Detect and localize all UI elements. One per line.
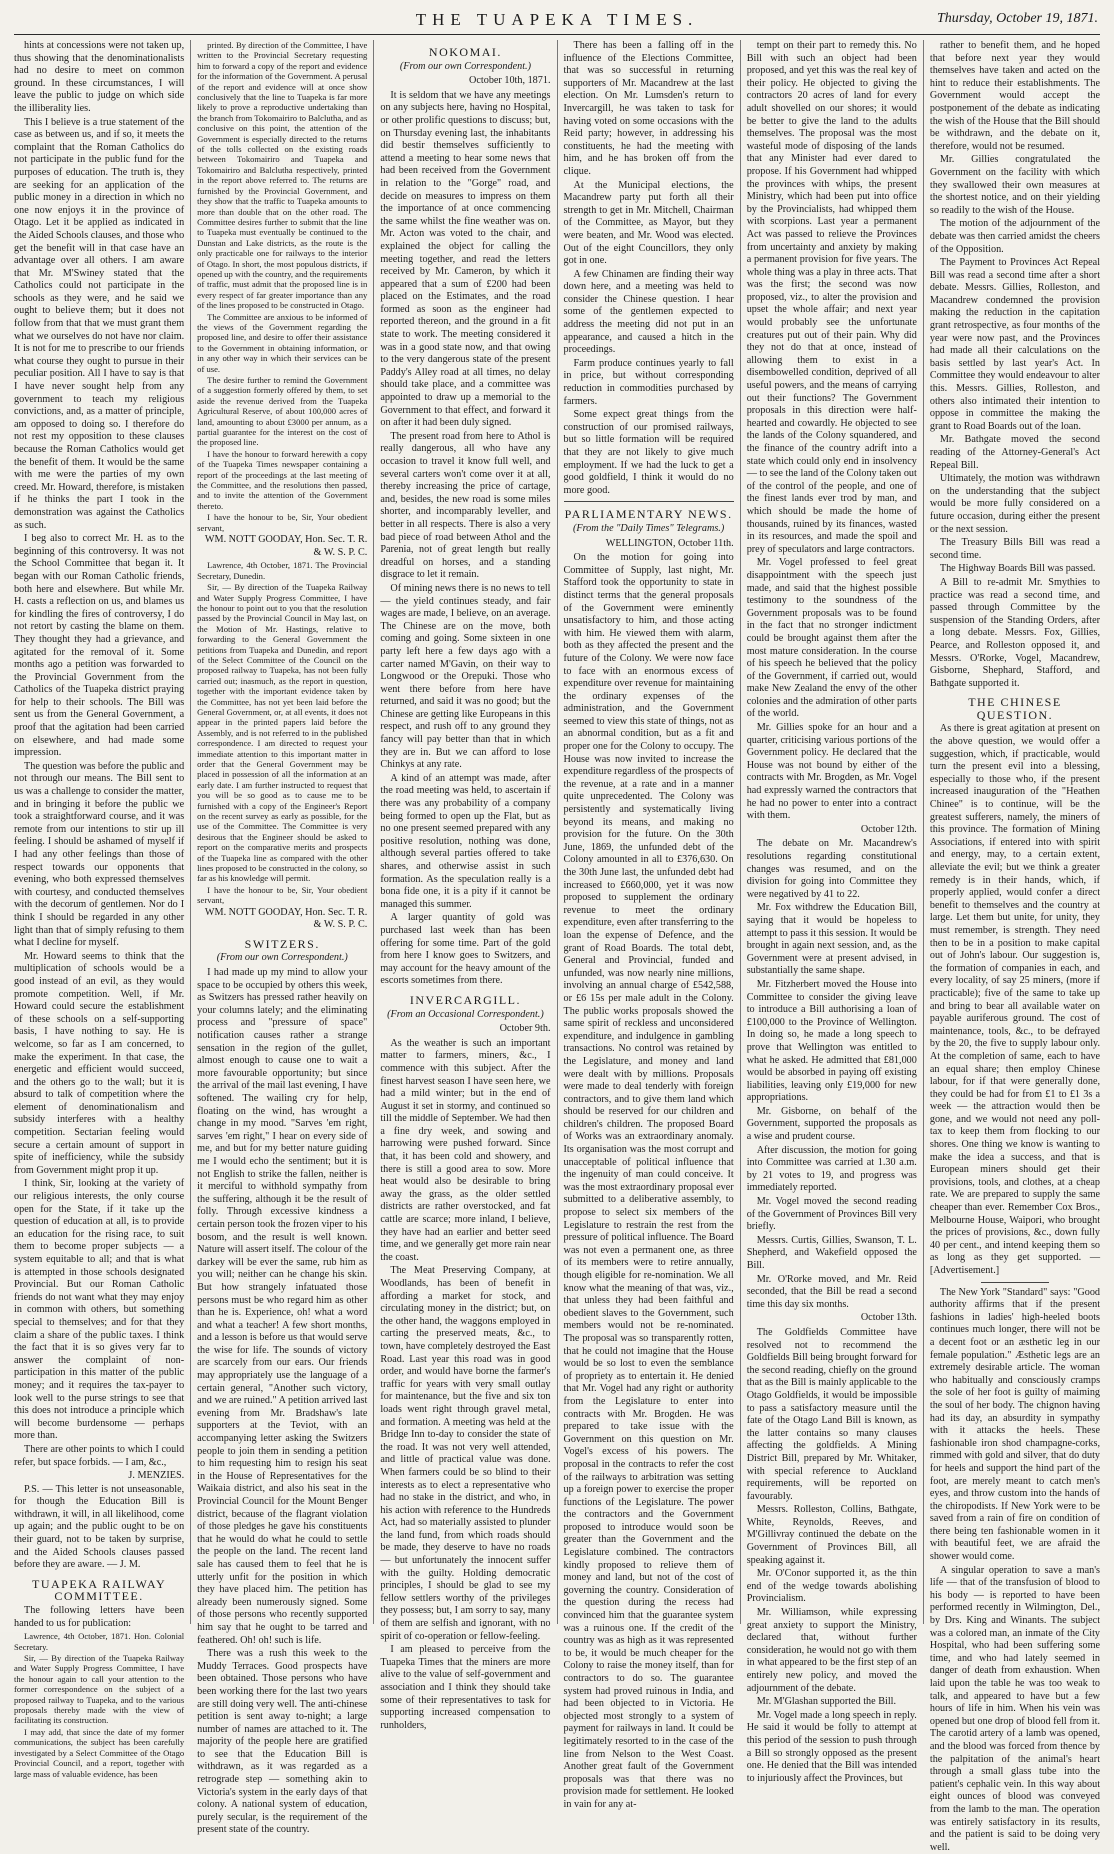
section-heading: INVERCARGILL. (409, 992, 522, 1007)
paragraph: The Meat Preserving Company, at Woodlands, has been of benefit in affording a market for stock, and circulating money in the district; but, on the other hand, the waggons employed in carting the preserved meats, &c., to town, have completely destroyed the East Road. Last year this road was in good order, and would have borne the farmer's traffic for years with very small outlay for maintenance, but the five and six ton loads went right through gravel metal, and formation. A meeting was held at the Bridge Inn to-day to consider the state of the road. It was not very well attended, and little of practical value was done. When farmers could be so blind to their interests as to elect a representative who had no stake in the district, and who, in his action with reference to the Hundreds Act, had so materially assisted to plunder the land fund, from which roads should be made, they deserve to have no roads — but unfortunately the innocent suffer with the guilty. Holding democratic principles, I should be glad to see my fellow settlers worthy of the privileges they possess; but, I am sorry to say, many of them are selfish and ignorant, with no spirit of co-operation or fellow-feeling. (380, 1265, 551, 1642)
section-heading: PARLIAMENTARY NEWS. (564, 507, 733, 522)
paragraph: Mr. M'Glashan supported the Bill. (756, 1696, 897, 1708)
letter-paragraph: Sir, — By direction of the Tuapeka Railway and Water Supply Progress Committee, I have the honour again to call your attention to the former correspondence on the subject of a proposed railway to Tuapeka, and to the various proposals thereby made with the view of facilitating its construction. (14, 1653, 185, 1726)
correspondent-note: (From the "Daily Times" Telegrams.) (572, 522, 725, 534)
paragraph: rather to benefit them, and he hoped that before next year they would themselves have taken and acted on the hint to reduce their establishments. The Government would accept the postponement of the debate as indicating the wish of the House that the Bill should be withdrawn, and the debate on it, therefore, would not be resumed. (929, 40, 1101, 152)
paragraph: I had made up my mind to allow your space to be occupied by others this week, as Switzers has pressed rather heavily on your columns lately; and the eliminating process and "pressure of space" notification causes rather a strange sensation in the region of the gullet, almost enough to cause one to wait a more favourable opportunity; but since the arrival of the mail last evening, I have softened. The wailing cry for help, floating on the wind, has wrought a change in my mood. "Sarves 'em right, sarves 'em right," I hear on every side of me, and but for my better nature guiding me I would echo the sentiment; but it is not English to strike the fallen, neither is it merciful to withhold sympathy from the suffering, although it be the result of folly. Through excessive kindness a certain person took the frozen viper to his bosom, and the result is well known. Nature will assert itself. The colour of the darkey will be ever the same, rub him as you will; neither can he change his skin. But how strangely infatuated those persons must be who regard him as other than he is. Experience, oh! what a word and what a teacher! A few short months, and a lesson is before us that would serve the wise for life. The sounds of victory are scarcely from our ears. Our friends may appropriately use the language of a certain general, "Another such victory, and we are ruined." A petition arrived last evening from Mr. Bradshaw's late supporters at the Teviot, with an accompanying letter asking the Switzers people to join them in sending a petition to him requesting him to resign his seat in the House of Representatives for the Waikaia district, and also his seat in the Provincial Council for the Mount Benger district, because of the flagrant violation of those pledges he gave his constituents that he would do what he could to settle the people on the land. The recent land sale has caused them to feel that he is utterly unfit for the position in which they have placed him. The petition has already been numerously signed. Some of those persons who recently supported him say that he ought to be tarred and feathered. Oh! oh! such is life. (197, 967, 368, 1646)
paragraph: A singular operation to save a man's life — that of the transfusion of blood to his body — is reported to have been performed recently in Wilmington, Del., by Drs. King and Winants. The subject was a colored man, an inmate of the City Hospital, who had been suffering some time, and who had lately seemed in danger of death from exhaustion. When laid upon the table he was too weak to talk, and appeared to have but a few hours of life in him. When his vein was opened but one drop of blood fell from it. The carotid artery of a lamb was opened, and the blood was forced from thence by the palpitation of the animal's heart through a small glass tube into the patient's cephalic vein. In this way about eight ounces of blood was conveyed from the lamb to the man. The operation was entirely satisfactory in its results, and the patient is said to be doing very well. (929, 1564, 1101, 1853)
paragraph: On the motion for going into Committee of Supply, last night, Mr. Stafford took the opportunity to state in distinct terms that the general proposals of the Government were eminently unsatisfactory to him, and those acting with him. He viewed them with alarm, both as they affected the present and the future of the Colony. We were now face to face with an enormous excess of expenditure over revenue for maintaining the ordinary expenses of the administration, and the Government seemed to view this state of things, not as an abnormal condition, but as a fit and proper one for the Colony to occupy. The House was now invited to increase the expenditure regardless of the prospects of the revenue, at a rate and in a manner quite unprecedented. The Colony was persistently and systematically living beyond its means, and making no provision for the future. On the 30th June, 1869, the unfunded debt of the Colony amounted in all to £376,630. On the 30th June last, the unfunded debt had increased to £660,000, yet it was now proposed to supplement the ordinary revenue to meet the ordinary expenditure, even after transferring to the loan the expense of Defence, and the grant of Road Boards. The total debt, General and Provincial, funded and unfunded, was now nearly nine millions, involving an annual charge of £542,588, or £6 15s per male adult in the Colony. The public works proposals showed the same spirit of reckless and unconsidered expenditure, and indulgence in gambling transactions. No control was retained by the Legislature, and money and land were dealt with by millions. Proposals were made to deal tenderly with foreign contractors, and to give them land which should be reserved for our children and children's children. The proposed Board of Works was an extraordinary anomaly. Its organisation was the most corrupt and unacceptable of political influence that the ingenuity of man could conceive. It was the most extraordinary proposal ever submitted to a deliberative assembly, to propose to select six members of the Legislature to restrain the rest from the pressure of political influence. The Board was not even a permanent one, as three of its members were to retire annually, though eligible for re-nomination. We all know what the meaning of that was, viz., that unless they had been faithful and obedient slaves to the Government, such members would not be re-nominated. The proposal was so transparently rotten, that he could not imagine that the House would be so lost to even the semblance of propriety as to entertain it. He denied that Mr. Vogel had any right or authority from the Legislature to enter into contracts with Mr. Brogden. He was prepared to take issue with the Government on this question on Mr. Vogel's excess of his powers. The proposal in the contracts to refer the cost of the railways to arbitration was setting up a foreign power to exercise the proper functions of the Legislature. The power the contractors and the Government proposed to introduce would soon be greater than the Government and the Legislature combined. The contractors kindly proposed to relieve them of money and land, but not of the cost of governing the country. Consideration of the question during the recess had convinced him that the guarantee system was a ruinous one. If the credit of the country was as high as it was represented to be, it would be much cheaper for the Colony to raise the money itself, than for contractors to do so. The guarantee system had proved ruinous in India, and had been objected to in Victoria. He objected most strongly to a system of payment for railways in land. It could be legitimately resorted to in the case of the line from Nelson to the West Coast. Another great fault of the Government proposals was that there was no provision made for settlement. He looked in vain for any at- (563, 552, 734, 1810)
paragraph: The Goldfields Committee have resolved not to recommend the Goldfields Bill being brought forward for the second reading, chiefly on the ground that as the Bill is mainly applicable to the Otago Goldfields, it would be impossible to pass a satisfactory measure until the fate of the Otago Land Bill is known, as the latter contains so many clauses affecting the goldfields. A Mining District Bill, prepared by Mr. Whitaker, with special reference to Auckland requirements, will be reported on favourably. (746, 1326, 917, 1502)
dateline: October 10th, 1871. (469, 75, 551, 87)
letter-paragraph: I may add, that since the date of my former communications, the subject has been carefully investigated by a Select Committee of the Otago Provincial Council, and a report, together with large mass of valuable evidence, has been (14, 1726, 185, 1779)
section-heading: SWITZERS. (244, 936, 320, 951)
paragraph: The Payment to Provinces Act Repeal Bill was read a second time after a short debate. Messrs. Gillies, Rolleston, and Macandrew condemned the provision making the reduction in the capitation grant retrospective, as four months of the year were now past, and the Provinces had made all their calculations on the basis settled by last year's Act. In Committee they would endeavour to alter this. Messrs. Gillies, Rolleston, and others also intimated their intention to oppose in committee the making the grant to Road Boards out of the loan. (929, 257, 1101, 432)
letter-paragraph: printed. By direction of the Committee, I have written to the Provincial Secretary requesting him to forward a copy of the report and evidence for the information of the Government. A perusal of the report and evidence will at once show conclusively that the line to Tuapeka is far more likely to prove a reproductive undertaking than the branch from Tokomairiro to Balclutha, and as conclusive on this point, the attention of the Government is especially directed to the returns of the tolls collected on the existing roads between Tokomairiro and Tuapeka and Tokomairiro and Balclutha respectively, printed in the report above referred to. The returns are furnished by the Provincial Government, and they show that the traffic to Tuapeka amounts to more than double that on the other road. The Committee desires further to submit that the line to Tuapeka must eventually be continued to the Dunstan and Lake districts, as the route is the only practicable one for railways to the interior of Otago. In short, the most populous districts, if opened up with the country, and the requirements of traffic, must admit that the proposed line is in every respect of far greater importance than any of the lines proposed to be constructed in Otago. (197, 40, 368, 311)
paragraph: Mr. Gillies spoke for an hour and a quarter, criticising various portions of the Government policy. He declared that the House was not bound by either of the contracts with Mr. Brogden, as Mr. Vogel had expressly warned the contractors that he had no power to enter into a contract with them. (746, 722, 917, 822)
section-heading: TUAPEKA RAILWAY COMMITTEE. (32, 1576, 167, 1604)
paragraph: As there is great agitation at present on the above question, we would offer a suggestion, which, if practicable, would turn the present evil into a blessing, especially to those who, if the present increased inauguration of the "Heathen Chinee" is to continue, will be the greatest sufferers, namely, the miners of this province. The formation of Mining Associations, if entered into with spirit and energy, may, to a certain extent, alleviate the evil; but we think a greater remedy is in their hands, which, if properly applied, would confer a direct benefit to themselves and the country at large. Let them but unite, for unity, they must remember, is strength. They need then to be in a position to make capital out of John's labour. Our suggestion is, the formation of companies in each, and every locality, of say 25 miners, (more if practicable); five of the same to take up and bring to bear all available water on payable auriferous ground. The cost of maintenance, tools, &c., to be defrayed by the 20, the five to supply labour only. At the completion of same, each to have an equal share; then employ Chinese labour, for if that were generally done, they could be had for from £1 to £1 3s a week — the attraction would then be gone, and we would not need any poll-tax to keep them from flocking to our shores. One thing we know is wanting to make the idea a success, and that is European miners should get their provisions, tools, and clothes, at a cheap rate. We are prepared to supply the same cheaper than ever. Remember Cox Bros., Melbourne House, Waipori, who brought the prices of provisions, &c., down fully 40 per cent., and intend keeping them so as long as they get supported. — [Advertisement.] (929, 723, 1101, 1276)
paragraph: A larger quantity of gold was purchased last week than has been offering for some time. Part of the gold from here I know goes to Switzers, and may account for the heavy amount of the escorts sometimes from there. (380, 912, 551, 987)
paragraph: It is seldom that we have any meetings on any subjects here, having no Hospital, or other prolific questions to discuss; but, on Thursday evening last, the inhabitants did bestir themselves sufficiently to attend a meeting to hear some news that had been received from the Government in relation to the "Gorge" road, and decide on measures to impress on them the importance of at once commencing the same whilst the fine weather was on. Mr. Acton was voted to the chair, and explained the object for calling the meeting together, and read the letters received by Mr. Cameron, by which it appeared that a sum of £200 had been placed on the Estimates, and the road formed as soon as the engineer had reported thereon, and the ground in a fit state to work. The meeting considered it was in a good state now, and that owing to the very dangerous state of the present Paddy's Alley road at all times, no delay should take place, and a committee was appointed to draw up a memorial to the Government to that effect, and forward it on after it had been duly signed. (380, 89, 551, 429)
dateline: WELLINGTON, October 11th. (605, 537, 734, 549)
paragraph: Farm produce continues yearly to fall in price, but without corresponding reduction in commodities purchased by farmers. (563, 357, 734, 407)
paragraph: The following letters have been handed to us for publication: (14, 1605, 185, 1629)
paragraph: Mr. O'Conor supported it, as the thin end of the wedge towards abolishing Provincialism. (746, 1568, 917, 1605)
paragraph: Mr. Gillies congratulated the Government on the facility with which they swallowed their own measures at the shortest notice, and on their yielding so readily to the wish of the House. (929, 154, 1101, 216)
paragraph: Some expect great things from the construction of our promised railways, but so little formation will be required that they are not likely to give much employment. If we had the luck to get a good goldfield, I think it would do no more good. (563, 409, 734, 496)
column-3 (380, 40, 557, 1731)
paragraph: Mr. Vogel professed to feel great disappointment with the speech just made, and said that the highest possible testimony to the soundness of the Government proposals was to be found in the fact that no stronger indictment could be brought against them after the most mature consideration. In the course of his speech he believed that the policy of the Government, if carried out, would make New Zealand the envy of the other colonies and the admiration of other parts of the world. (746, 557, 917, 720)
paragraph: The Treasury Bills Bill was read a second time. (929, 537, 1101, 561)
paragraph: The Highway Boards Bill was passed. (939, 563, 1096, 575)
masthead (14, 8, 1100, 35)
column-2 (197, 40, 374, 1836)
letter-paragraph: I have the honour to be, Sir, Your obedient servant, (197, 512, 368, 533)
paragraph: Messrs. Rolleston, Collins, Bathgate, White, Reynolds, Reeves, and M'Gillivray continued the debate on the Government of Provinces Bill, all speaking against it. (746, 1504, 917, 1566)
paragraph: The New York "Standard" says: "Good authority affirms that if the present fashions in ladies' high-heeled boots continues much longer, there will not be a decent foot or an æsthetic leg in our female population." Æsthetic legs are an extremely desirable article. The woman who habitually and consciously cramps the sole of her foot is guilty of maiming the soul of her body. The chignon having had its day, an absurdity in sympathy with it attacks the heels. These fashionable iron shod champagne-corks, rimmed with gold and silver, that do duty for heels and support the hind part of the foot, are merely meant to catch men's eyes, and throw custom into the hands of the chiropodists. If New York were to be saved from a rain of fire on condition of there being ten fashionable women in it with beautiful feet, we are afraid the shower would come. (929, 1286, 1101, 1563)
column-4 (563, 40, 741, 1810)
column-6 (929, 40, 1101, 1853)
paragraph: Mr. Bathgate moved the second reading of the Attorney-General's Act Repeal Bill. (929, 434, 1101, 471)
paragraph: A kind of an attempt was made, after the road meeting was held, to ascertain if there was any probability of a company being formed to open up the Flat, but as no one present seemed prepared with any positive resolution, nothing was done, although several parties offered to take shares, and otherwise assist in such formation. As the speculation really is a bona fide one, it is a pity if it cannot be managed this summer. (380, 772, 551, 910)
paragraph: There are other points to which I could refer, but space forbids. — I am, &c., (14, 1443, 185, 1468)
divider-rule (564, 501, 734, 502)
signature: WM. NOTT GOODAY, Hon. Sec. T. R. & W. S. P. C. (204, 906, 368, 931)
letter-paragraph: Lawrence, 4th October, 1871. The Provincial Secretary, Dunedin. (197, 560, 368, 581)
paragraph: Messrs. Curtis, Gillies, Swanson, T. L. Shepherd, and Wakefield opposed the Bill. (746, 1234, 917, 1271)
paragraph: Mr. Williamson, while expressing great anxiety to support the Ministry, declared that, without further consideration, he would not go with them in what appeared to be the first step of an entirely new policy, and moved the adjournment of the debate. (746, 1607, 917, 1694)
paragraph: As the weather is such an important matter to farmers, miners, &c., I commence with this subject. After the finest harvest season I have seen here, we had a mild winter; but in the end of August it set in stormy, and continued so till the middle of September. We had then a fine dry week, and sowing and harrowing were pushed forward. Since that, it has been cold and showery, and there is still a good area to sow. More heat would also be desirable to bring away the grass, as the older settled districts are rather overstocked, and fat cattle are scarce; more inland, I believe, they have had an earlier and better seed time, and we generally get more rain near the coast. (380, 1037, 551, 1263)
divider-rule (981, 1282, 1049, 1283)
paragraph: Mr. Vogel moved the second reading of the Government of Provinces Bill very briefly. (746, 1196, 917, 1233)
paragraph: Mr. Fox withdrew the Education Bill, saying that it would be hopeless to attempt to pass it this session. It would be brought in again next session, and, as the Government were at present advised, in substantially the same shape. (746, 902, 917, 977)
paragraph: hints at concessions were not taken up, thus showing that the denominationalists had no desire to meet on common ground. In these circumstances, I will leave the public to judge on which side the illiberality lies. (14, 40, 185, 114)
paragraph: After discussion, the motion for going into Committee was carried at 1.30 a.m. by 21 votes to 19, and progress was immediately reported. (746, 1144, 917, 1194)
letter-paragraph: I have the honour to forward herewith a copy of the Tuapeka Times newspaper containing a report of the proceedings at the last meeting of the Committee, and the resolutions then passed, and to invite the attention of the Government thereto. (197, 448, 368, 511)
paragraph: This I believe is a true statement of the case as between us, and if so, it meets the complaint that the Roman Catholics do not participate in the public fund for the purposes of education. The truth is, they are seeking for an application of the public money in a direction in which no one now enjoys it in the province of Otago. Let it be applied as indicated in the Aided Schools clauses, and those who get the benefit will in that case have an advantage over all others. I am aware that Mr. M'Swiney stated that the Catholics could not participate in the schools as they were, and he said we ought to believe them; but it does not follow from that that we must grant them what we ourselves do not have nor claim. It is not for me to prescribe to our friends what course they ought to pursue in their peculiar position. All I have to say is that I have never sought help from any government to teach my religious convictions, and, as a matter of principle, am opposed to doing so. I therefore do not rest my opposition to these clauses because the Roman Catholics would get the benefit of them. It would be the same with me were the parties of my own creed. Mr. Howard, therefore, is mistaken if he thinks the part I took in the demonstration was against the Catholics as such. (14, 116, 185, 531)
paragraph: Mr. Fitzherbert moved the House into Committee to consider the giving leave to introduce a Bill authorising a loan of £100,000 to the Province of Wellington. In doing so, he made a long speech to prove that Wellington was entitled to what he asked. He admitted that £81,000 would be absorbed in paying off existing liabilities, leaving only £19,000 for new appropriations. (746, 978, 917, 1104)
correspondent-note: (From our own Correspondent.) (216, 952, 348, 964)
newspaper-title: THE TUAPEKA TIMES. (415, 10, 699, 29)
correspondent-note: (From an Occasional Correspondent.) (387, 1008, 544, 1020)
letter-paragraph: Sir, — By direction of the Tuapeka Railway and Water Supply Progress Committee, I have the honour to point out to you that the resolution passed by the Provincial Council in May last, on the Motion of Mr. Hastings, relative to forwarding to the General Government the petitions from Tuapeka and Dunedin, and report of the Select Committee of the Council on the proposed railway to Tuapeka, has not been fully carried out; inasmuch, as the report in question, together with the important evidence taken by the Committee, has not yet been laid before the General Government, or, at all events, it does not appear in the printed papers laid before the Assembly, and is not referred to in the published correspondence. I am directed to request your immediate attention to this important matter in order that the General Government may be placed in possession of all the information at an early date. I am further instructed to request that you will be so good as to cause me to be furnished with a copy of the Engineer's Report on the recent survey as early as possible, for the use of the Committee. The Committee is very desirous that the Engineer should be asked to report on the comparative merits and prospects of the Tuapeka line as compared with the other lines proposed to be constructed in the colony, so far as his knowledge will permit. (197, 582, 368, 884)
paragraph: Mr. O'Rorke moved, and Mr. Reid seconded, that the Bill be read a second time this day six months. (746, 1273, 917, 1310)
paragraph: The debate on Mr. Macandrew's resolutions regarding constitutional changes was resumed, and on the division for going into Committee they were negatived by 41 to 22. (746, 838, 917, 900)
paragraph: Ultimately, the motion was withdrawn on the understanding that the subject would be more fully considered on a future occasion, during either the present or the next session. (929, 473, 1101, 535)
paragraph: Mr. Vogel made a long speech in reply. He said it would be folly to attempt at this period of the session to push through a Bill so strongly opposed as the present one. He denied that the Bill was intended to injuriously affect the Provinces, but (746, 1709, 917, 1784)
paragraph: A Bill to re-admit Mr. Smythies to practice was read a second time, and passed through Committee by the suspension of the Standing Orders, after a long debate. Messrs. Fox, Gillies, Pearce, and Rolleston opposed it, and Messrs. O'Rorke, Vogel, Macandrew, Gisborne, Shephard, Stafford, and Bathgate supported it. (929, 576, 1101, 689)
paragraph: Mr. Howard seems to think that the multiplication of schools would be a good instead of an evil, as they would promote competition. Well, if Mr. Howard could secure the establishment of these schools on a self-supporting basis, I have nothing to say. He is welcome, so far as I am concerned, to make the experiment. In that case, the energetic and efficient would succeed, and the others go to the wall; but it is absurd to talk of competition where the element of denominationalism and subsidy interferes with a healthy competition. Sectarian feeling would secure a certain amount of support in spite of inefficiency, while the subsidy from Government might prop it up. (14, 950, 185, 1176)
paragraph: A few Chinamen are finding their way down here, and a meeting was held to consider the Chinese question. I hear some of the gentlemen expected to address the meeting did not put in an appearance, and caused a hitch in the proceedings. (563, 268, 734, 356)
paragraph: There has been a falling off in the influence of the Elections Committee, that was so successful in returning supporters of Mr. Macandrew at the last election. On Mr. Lumsden's return to Invercargill, he was taken to task for having voted on some occasions with the Reid party; however, in addressing his constituents, he had the meeting with him, and he has broken off from the clique. (563, 40, 734, 177)
issue-date: Thursday, October 19, 1871. (937, 11, 1098, 26)
column-5 (746, 40, 924, 1784)
dateline: October 12th. (860, 823, 917, 835)
paragraph: The motion of the adjournment of the debate was then carried amidst the cheers of the Opposition. (929, 218, 1101, 255)
paragraph: tempt on their part to remedy this. No Bill with such an object had been proposed, and yet this was the real key of their policy. He objected to giving the contractors 20 acres of land for every adult shovelled on our shores; it would be better to give the land to the adults themselves. The proposal was the most wasteful mode of disposing of the lands that any Minister had ever dared to propose. If his Government had whipped the provinces with whips, the present Ministry, which had been put into office by the Provincialists, had whipped them with scorpions. Last year a permanent Act was passed to relieve the Provinces from uncertainty and anxiety by making a permanent provision for five years. The whole thing was a play in three acts. That was the first; the second was now proposed, viz., to alter the provision and upset the whole affair; and next year would probably see the unfortunate creatures put out of their pain. Why did they not do that at once, instead of allowing them to exist in a disembowelled condition, deprived of all useful powers, and the means of carrying out their functions? The Government proposals in this direction were half-hearted and cowardly. He objected to see the lands of the Colony squandered, and the finance of the country adrift into a state which could only end in insolvency — to see the land of the Colony taken out of the control of the people, and one of the finest lands ever trod by man, and which should be made the home of thousands, ruined by its finances, wasted in its resources, and made the spoil and prey of speculators and large contractors. (746, 40, 917, 555)
column-1 (14, 40, 191, 1779)
paragraph: There was a rush this week to the Muddy Terraces. Good prospects have been obtained. Those persons who have been working there for the last two years are still doing very well. The anti-chinese petition is sent away to-night; a large number of names are attached to it. The majority of the people here are gratified to see that the Education Bill is withdrawn, as it was regarded as a retrograde step — something akin to Victoria's system in the early days of that colony. A national system of education, purely secular, is the requirement of the present state of the country. (197, 1648, 368, 1836)
article-columns (14, 40, 1101, 1853)
signature: J. MENZIES. (128, 1470, 185, 1482)
paragraph: The question was before the public and not through our means. The Bill sent to us was a challenge to consider the matter, and in bringing it before the public we took a straightforward course, and it was remote from our intentions to stir up ill feeling. I should be ashamed of myself if I had any other feelings than those of respect towards our opponents that evening, who both expressed themselves with courtesy, and conducted themselves with the decorum of gentlemen. Nor do I think I should be regarded in any other light than that of simply refusing to them what I decline for myself. (14, 760, 185, 949)
correspondent-note: (From our own Correspondent.) (399, 60, 531, 72)
paragraph: I beg also to correct Mr. H. as to the beginning of this controversy. It was not the School Committee that began it. It began with our Roman Catholic friends, both here and elsewhere. But while Mr. H. casts a reflection on us, and blames us for kindling the fires of controversy, I do not retort by casting the blame on them. They thought they had a grievance, and agitated for the removal of it. Some months ago a petition was forwarded to the Provincial Government from the Catholics of the Tuapeka district praying for help to their schools. The Bill was sent us from the General Government, a proof that the agitation had been carried on elsewhere, and had made some impression. (14, 533, 185, 759)
paragraph: P.S. — This letter is not unseasonable, for though the Education Bill is withdrawn, it will, in all likelihood, come up again; and the public ought to be on their guard, not to be taken by surprise, and the Aided Schools clauses passed before they are aware. — J. M. (14, 1483, 185, 1571)
section-heading: NOKOMAI. (428, 45, 502, 59)
signature: WM. NOTT GOODAY, Hon. Sec. T. R. & W. S. P. C. (204, 534, 368, 558)
letter-paragraph: I have the honour to be, Sir, Your obedient servant, (197, 884, 368, 906)
paragraph: At the Municipal elections, the Macandrew party put forth all their strength to get in Mr. Mitchell, Chairman of the Committee, as Mayor, but they were beaten, and Mr. Wood was elected. Out of the eight Councillors, they only got in one. (563, 179, 734, 267)
paragraph: Of mining news there is no news to tell — the yield continues steady, and fair wages are made, I believe, on an average. The Chinese are on the move, both coming and going. Some sixteen in one party left here a few days ago with a carter named M'Gavin, on their way to Longwood or the Orepuki. Those who went there before from here have returned, and said it was no good; but the Chinese are getting like Europeans in this respect, and rush off to any ground they fancy will pay better than that in which they are in. But we can afford to lose Chinkys at any rate. (380, 582, 551, 771)
paragraph: I am pleased to perceive from the Tuapeka Times that the miners are more alive to the value of self-government and association and I think they should take some of their representatives to task for supporting increased compensation to runholders, (380, 1644, 551, 1731)
letter-paragraph: The desire further to remind the Government of a suggestion formerly offered by them, to set aside the revenue derived from the Tuapeka Agricultural Reserve, of about 100,000 acres of land, amounting to about £3000 per annum, as a partial guarantee for the interest on the cost of the proposed line. (197, 375, 368, 448)
dateline: October 9th. (499, 1023, 551, 1035)
section-heading: THE CHINESE QUESTION. (968, 695, 1062, 722)
paragraph: Mr. Gisborne, on behalf of the Government, supported the proposals as a wise and prudent course. (746, 1105, 917, 1143)
paragraph: I think, Sir, looking at the variety of our religious interests, the only course open for the State, if it take up the question of education at all, is to provide an education for the rising race, to suit them to become proper subjects — a system equitable to all; and that is what is attempted in those schools designated Provincial. But our Roman Catholic friends do not want what they may enjoy in common with others, but something special to themselves; and for that they claim a share of the public taxes. I think the fact that it is so gives very far to answer the complaint of non-participation in this matter of the public money; and it requires the tax-payer to look well to the purse strings to see that this does not introduce a principle which will become burdensome — perhaps more than. (14, 1178, 185, 1442)
letter-paragraph: The Committee are anxious to be informed of the views of the Government regarding the proposed line, and desire to offer their assistance to the Government in obtaining information, or in any other way in which their services can be of use. (197, 311, 368, 374)
paragraph: The present road from here to Athol is really dangerous, all who have any occasion to travel it know full well, and several carters won't come over it at all, thereby increasing the price of cartage, and, besides, the new road is some miles shorter, and incomparably leveller, and better in all respects. There is also a very bad piece of road between Athol and the Parenia, not of great length but really dreadful on horses, and a standing disgrace to let it remain. (380, 430, 551, 581)
dateline: October 13th. (860, 1312, 917, 1324)
letter-paragraph: Lawrence, 4th October, 1871. Hon. Colonial Secretary. (14, 1631, 185, 1652)
